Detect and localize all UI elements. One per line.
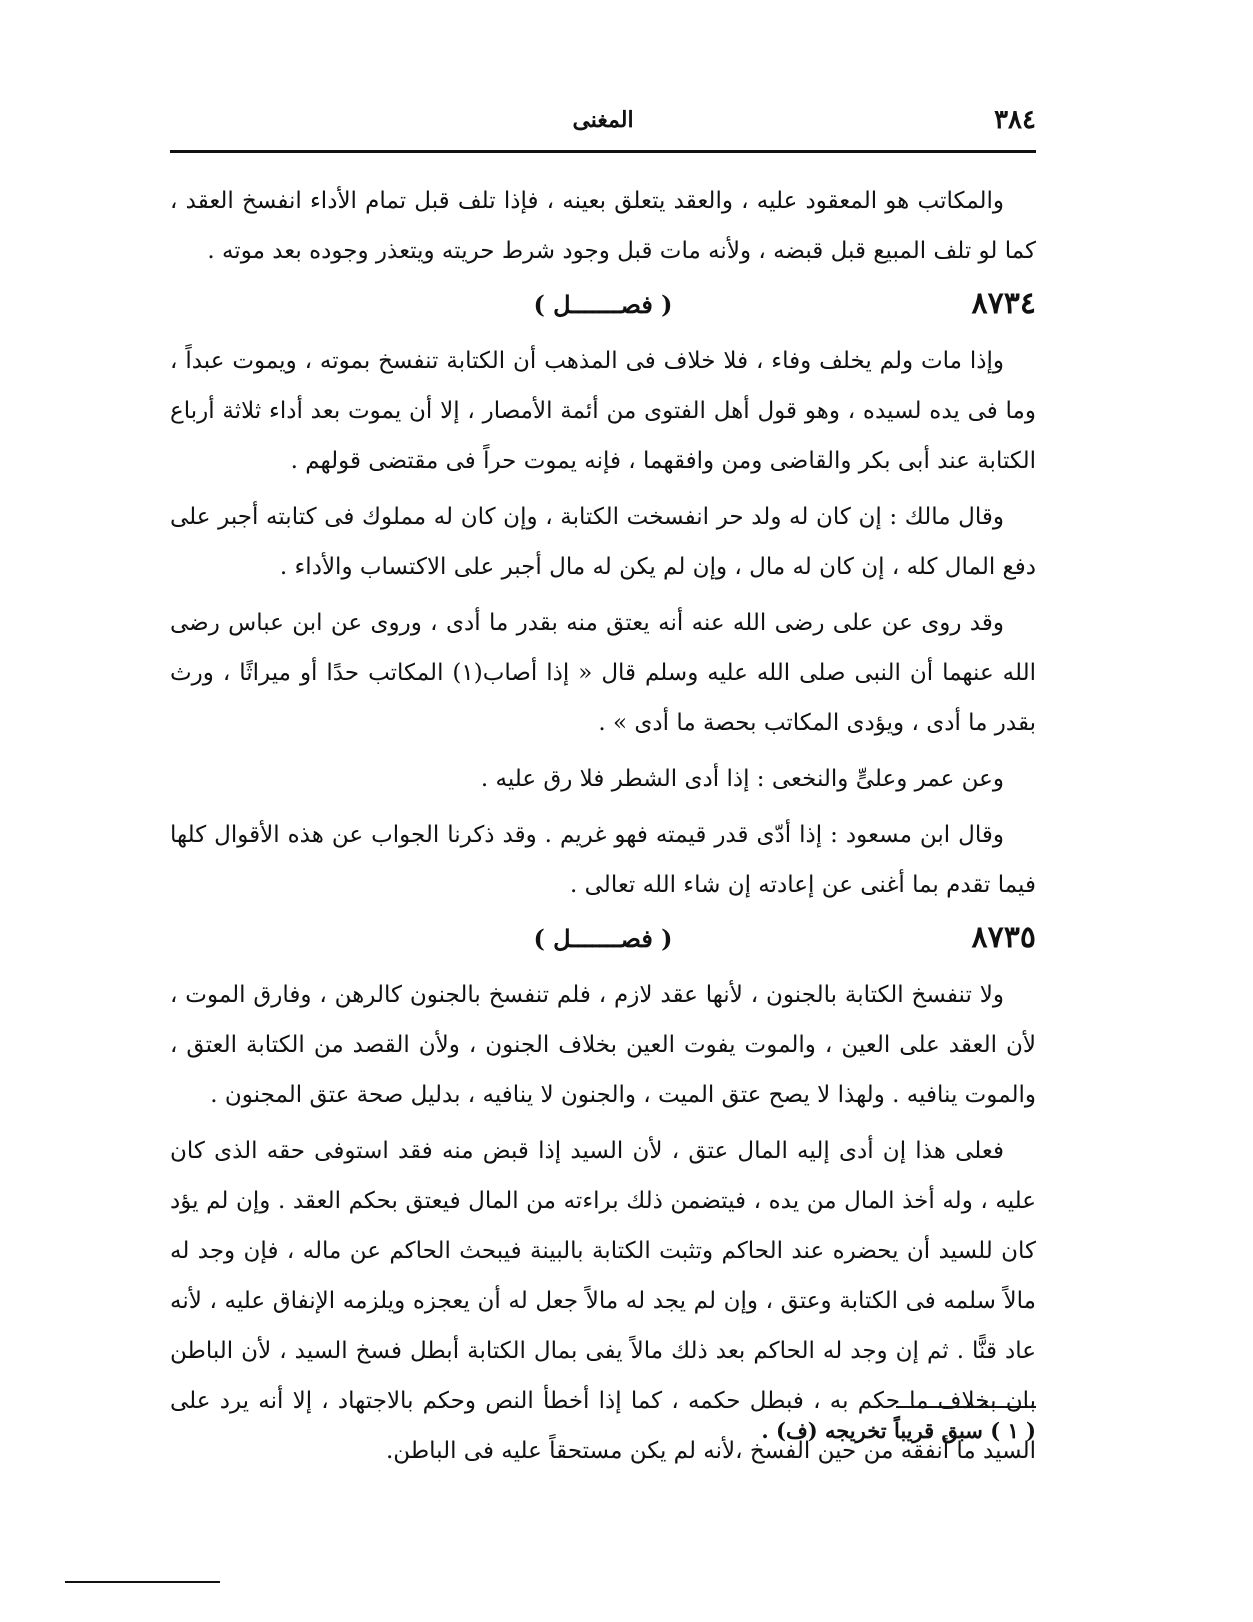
section-number: ٨٧٣٥ [971,920,1036,955]
paragraph: ولا تنفسخ الكتابة بالجنون ، لأنها عقد لازم ، فلم تنفسخ بالجنون كالرهن ، وفارق الموت ، لأن العقد على العين ، والموت يفوت العين بخلاف الجنون ، ولأن القصد من الكتابة العتق ، والموت ينافيه . ولهذا لا يصح عتق الميت ، والجنون لا ينافيه ، بدليل صحة عتق المجنون . [170,982,1036,1108]
footnote: ( ١ ) سبق قريباً تخريجه (ف) . [761,1418,1036,1443]
paragraph: فعلى هذا إن أدى إليه المال عتق ، لأن السيد إذا قبض منه فقد استوفى حقه الذى كان عليه ، وله أخذ المال من يده ، فيتضمن ذلك براءته من المال فيعتق بحكم العقد . وإن لم يؤد كان للسيد أن يحضره عند الحاكم وتثبت الكتابة بالبينة فيبحث الحاكم عن ماله ، فإن وجد له مالاً سلمه فى الكتابة وعتق ، وإن لم يجد له مالاً جعل له أن يعجزه ويلزمه الإنفاق عليه ، لأنه عاد قنًّا . ثم إن وجد له الحاكم بعد ذلك مالاً يفى بمال الكتابة أبطل فسخ السيد ، لأن الباطن بان بخلاف ما حكم به ، فبطل حكمه ، كما إذا أخطأ النص وحكم بالاجتهاد ، إلا أنه يرد على السيد ما أنفقه من حين الفسخ ،لأنه لم يكن مستحقاً عليه فى الباطن. [170,1138,1036,1464]
body-text [170,176,1036,1482]
paragraph: وعن عمر وعلىٍّ والنخعى : إذا أدى الشطر فلا رق عليه . [480,766,1004,792]
footnote-rule [896,1406,1036,1408]
paragraph: والمكاتب هو المعقود عليه ، والعقد يتعلق بعينه ، فإذا تلف قبل تمام الأداء انفسخ العقد ، كما لو تلف المبيع قبل قبضه ، ولأنه مات قبل وجود شرط حريته ويتعذر وجوده بعد موته . [170,188,1036,264]
section-title: ( فصـــــــل ) [533,290,673,319]
section-number: ٨٧٣٤ [971,286,1036,321]
bottom-rule [65,1581,220,1583]
section-heading [170,916,1036,970]
running-title: المغنى [572,107,634,133]
paragraph: وقد روى عن على رضى الله عنه أنه يعتق منه بقدر ما أدى ، وروى عن ابن عباس رضى الله عنهما أن النبى صلى الله عليه وسلم قال « إذا أصاب(١) المكاتب حدًا أو ميراثًا ، ورث بقدر ما أدى ، ويؤدى المكاتب بحصة ما أدى » . [170,610,1036,736]
section-title: ( فصـــــــل ) [533,924,673,953]
page-header [170,105,1036,145]
page-number: ٣٨٤ [994,105,1036,135]
paragraph: وإذا مات ولم يخلف وفاء ، فلا خلاف فى المذهب أن الكتابة تنفسخ بموته ، ويموت عبداً ، وما فى يده لسيده ، وهو قول أهل الفتوى من أئمة الأمصار ، إلا أن يموت بعد أداء ثلاثة أرباع الكتابة عند أبى بكر والقاضى ومن وافقهما ، فإنه يموت حراً فى مقتضى قولهم . [170,348,1036,474]
section-heading [170,282,1036,336]
paragraph: وقال ابن مسعود : إذا أدّى قدر قيمته فهو غريم . وقد ذكرنا الجواب عن هذه الأقوال كلها فيما تقدم بما أغنى عن إعادته إن شاء الله تعالى . [170,822,1036,898]
header-rule [170,150,1036,153]
paragraph: وقال مالك : إن كان له ولد حر انفسخت الكتابة ، وإن كان له مملوك فى كتابته أجبر على دفع المال كله ، إن كان له مال ، وإن لم يكن له مال أجبر على الاكتساب والأداء . [170,504,1036,580]
